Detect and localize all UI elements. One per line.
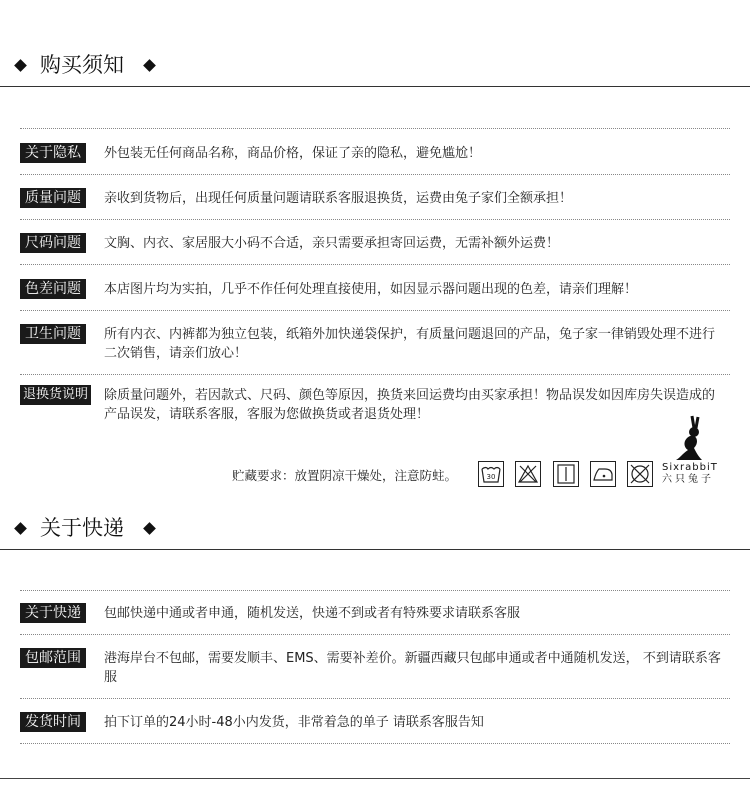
dotted-divider	[20, 698, 730, 699]
divider	[0, 86, 750, 87]
no-bleach-icon	[515, 461, 541, 487]
row-text: 亲收到货物后，出现任何质量问题请联系客服退换货，运费由兔子家们全额承担！	[104, 191, 573, 206]
dotted-divider	[20, 743, 730, 744]
section-title: 购买须知	[40, 53, 124, 77]
dotted-divider	[20, 128, 730, 129]
row-text: 包邮快递中通或者申通，随机发送，快递不到或者有特殊要求请联系客服	[104, 606, 521, 621]
row-text: 外包装无任何商品名称，商品价格，保证了亲的隐私，避免尴尬！	[104, 146, 482, 161]
care-instructions: 贮藏要求：放置阴凉干燥处，注意防蛀。	[232, 468, 458, 483]
row-text: 所有内衣、内裤都为独立包装，纸箱外加快递袋保护，有质量问题退回的产品，兔子家一律销毁处理不进行二次销售，请亲们放心！	[104, 327, 716, 361]
row-text: 港海岸台不包邮，需要发顺丰、EMS、需要补差价。新疆西藏只包邮申通或者中通随机发送， 不到请联系客服	[104, 651, 721, 685]
row-text: 本店图片均为实拍，几乎不作任何处理直接使用，如因显示器问题出现的色差，请亲们理解！	[104, 282, 638, 297]
row-text: 文胸、内衣、家居服大小码不合适，亲只需要承担寄回运费，无需补额外运费！	[104, 236, 560, 251]
row-text: 除质量问题外，若因款式、尺码、颜色等原因，换货来回运费均由买家承担！物品误发如因库房失误造成的产品误发，请联系客服，客服为您做换货或者退货处理！	[104, 388, 716, 422]
diamond-left-icon	[14, 59, 27, 72]
dotted-divider	[20, 264, 730, 265]
diamond-right-icon	[143, 522, 156, 535]
row-label: 质量问题	[20, 188, 86, 208]
row-label: 关于隐私	[20, 143, 86, 163]
diamond-right-icon	[143, 59, 156, 72]
dotted-divider	[20, 590, 730, 591]
brand-name-en: SixrabbiT	[662, 462, 718, 473]
section-header-purchase-notice	[0, 48, 750, 88]
bottom-divider	[0, 778, 750, 779]
dotted-divider	[20, 374, 730, 375]
row-label: 退换货说明	[20, 385, 91, 405]
dotted-divider	[20, 634, 730, 635]
dotted-divider	[20, 310, 730, 311]
iron-low-icon	[590, 461, 616, 487]
row-label: 包邮范围	[20, 648, 86, 668]
section-header-shipping	[0, 511, 750, 551]
row-label: 发货时间	[20, 712, 86, 732]
diamond-left-icon	[14, 522, 27, 535]
row-text: 拍下订单的24小时-48小内发货，非常着急的单子 请联系客服告知	[104, 715, 484, 730]
divider	[0, 549, 750, 550]
wash-30-icon	[478, 461, 504, 487]
row-label: 关于快递	[20, 603, 86, 623]
dotted-divider	[20, 174, 730, 175]
section-title: 关于快递	[40, 516, 124, 540]
brand-name-cn: 六只兔子	[662, 474, 714, 485]
row-label: 尺码问题	[20, 233, 86, 253]
no-dry-clean-icon	[627, 461, 653, 487]
row-label: 色差问题	[20, 279, 86, 299]
wash-temp-label: 30	[486, 473, 496, 481]
dotted-divider	[20, 219, 730, 220]
row-label: 卫生问题	[20, 324, 86, 344]
bunny-logo-icon	[672, 414, 706, 462]
hang-dry-icon	[553, 461, 579, 487]
brand-logo	[662, 462, 718, 486]
